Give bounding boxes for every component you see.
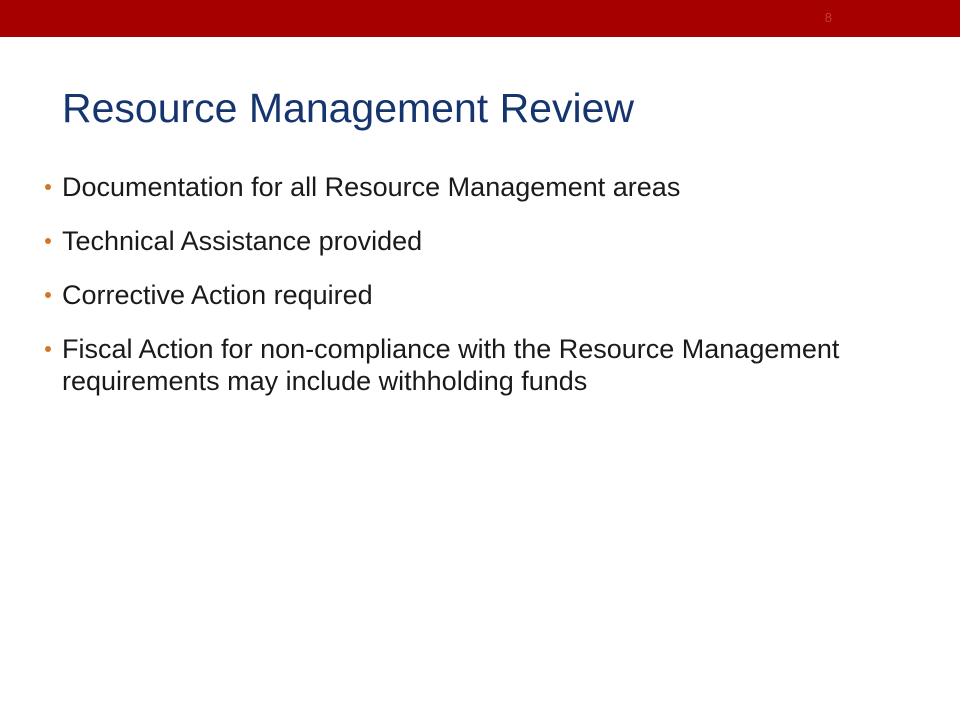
- bullet-dot-icon: [45, 184, 51, 190]
- bullet-item: [45, 333, 925, 397]
- top-accent-bar: [0, 0, 960, 37]
- bullet-item: [45, 171, 925, 203]
- slide-title: Resource Management Review: [62, 85, 634, 131]
- bullet-item: [45, 279, 925, 311]
- bullet-dot-icon: [45, 292, 51, 298]
- bullet-text: Fiscal Action for non-compliance with the Resource Management requirements may include withholding funds: [62, 334, 840, 396]
- bullet-list: [45, 171, 925, 419]
- bullet-dot-icon: [45, 238, 51, 244]
- bullet-text: Documentation for all Resource Management areas: [62, 172, 681, 202]
- bullet-item: [45, 225, 925, 257]
- bullet-dot-icon: [45, 346, 51, 352]
- bullet-text: Technical Assistance provided: [62, 226, 423, 256]
- slide-number: 8: [824, 10, 832, 25]
- bullet-text: Corrective Action required: [62, 280, 373, 310]
